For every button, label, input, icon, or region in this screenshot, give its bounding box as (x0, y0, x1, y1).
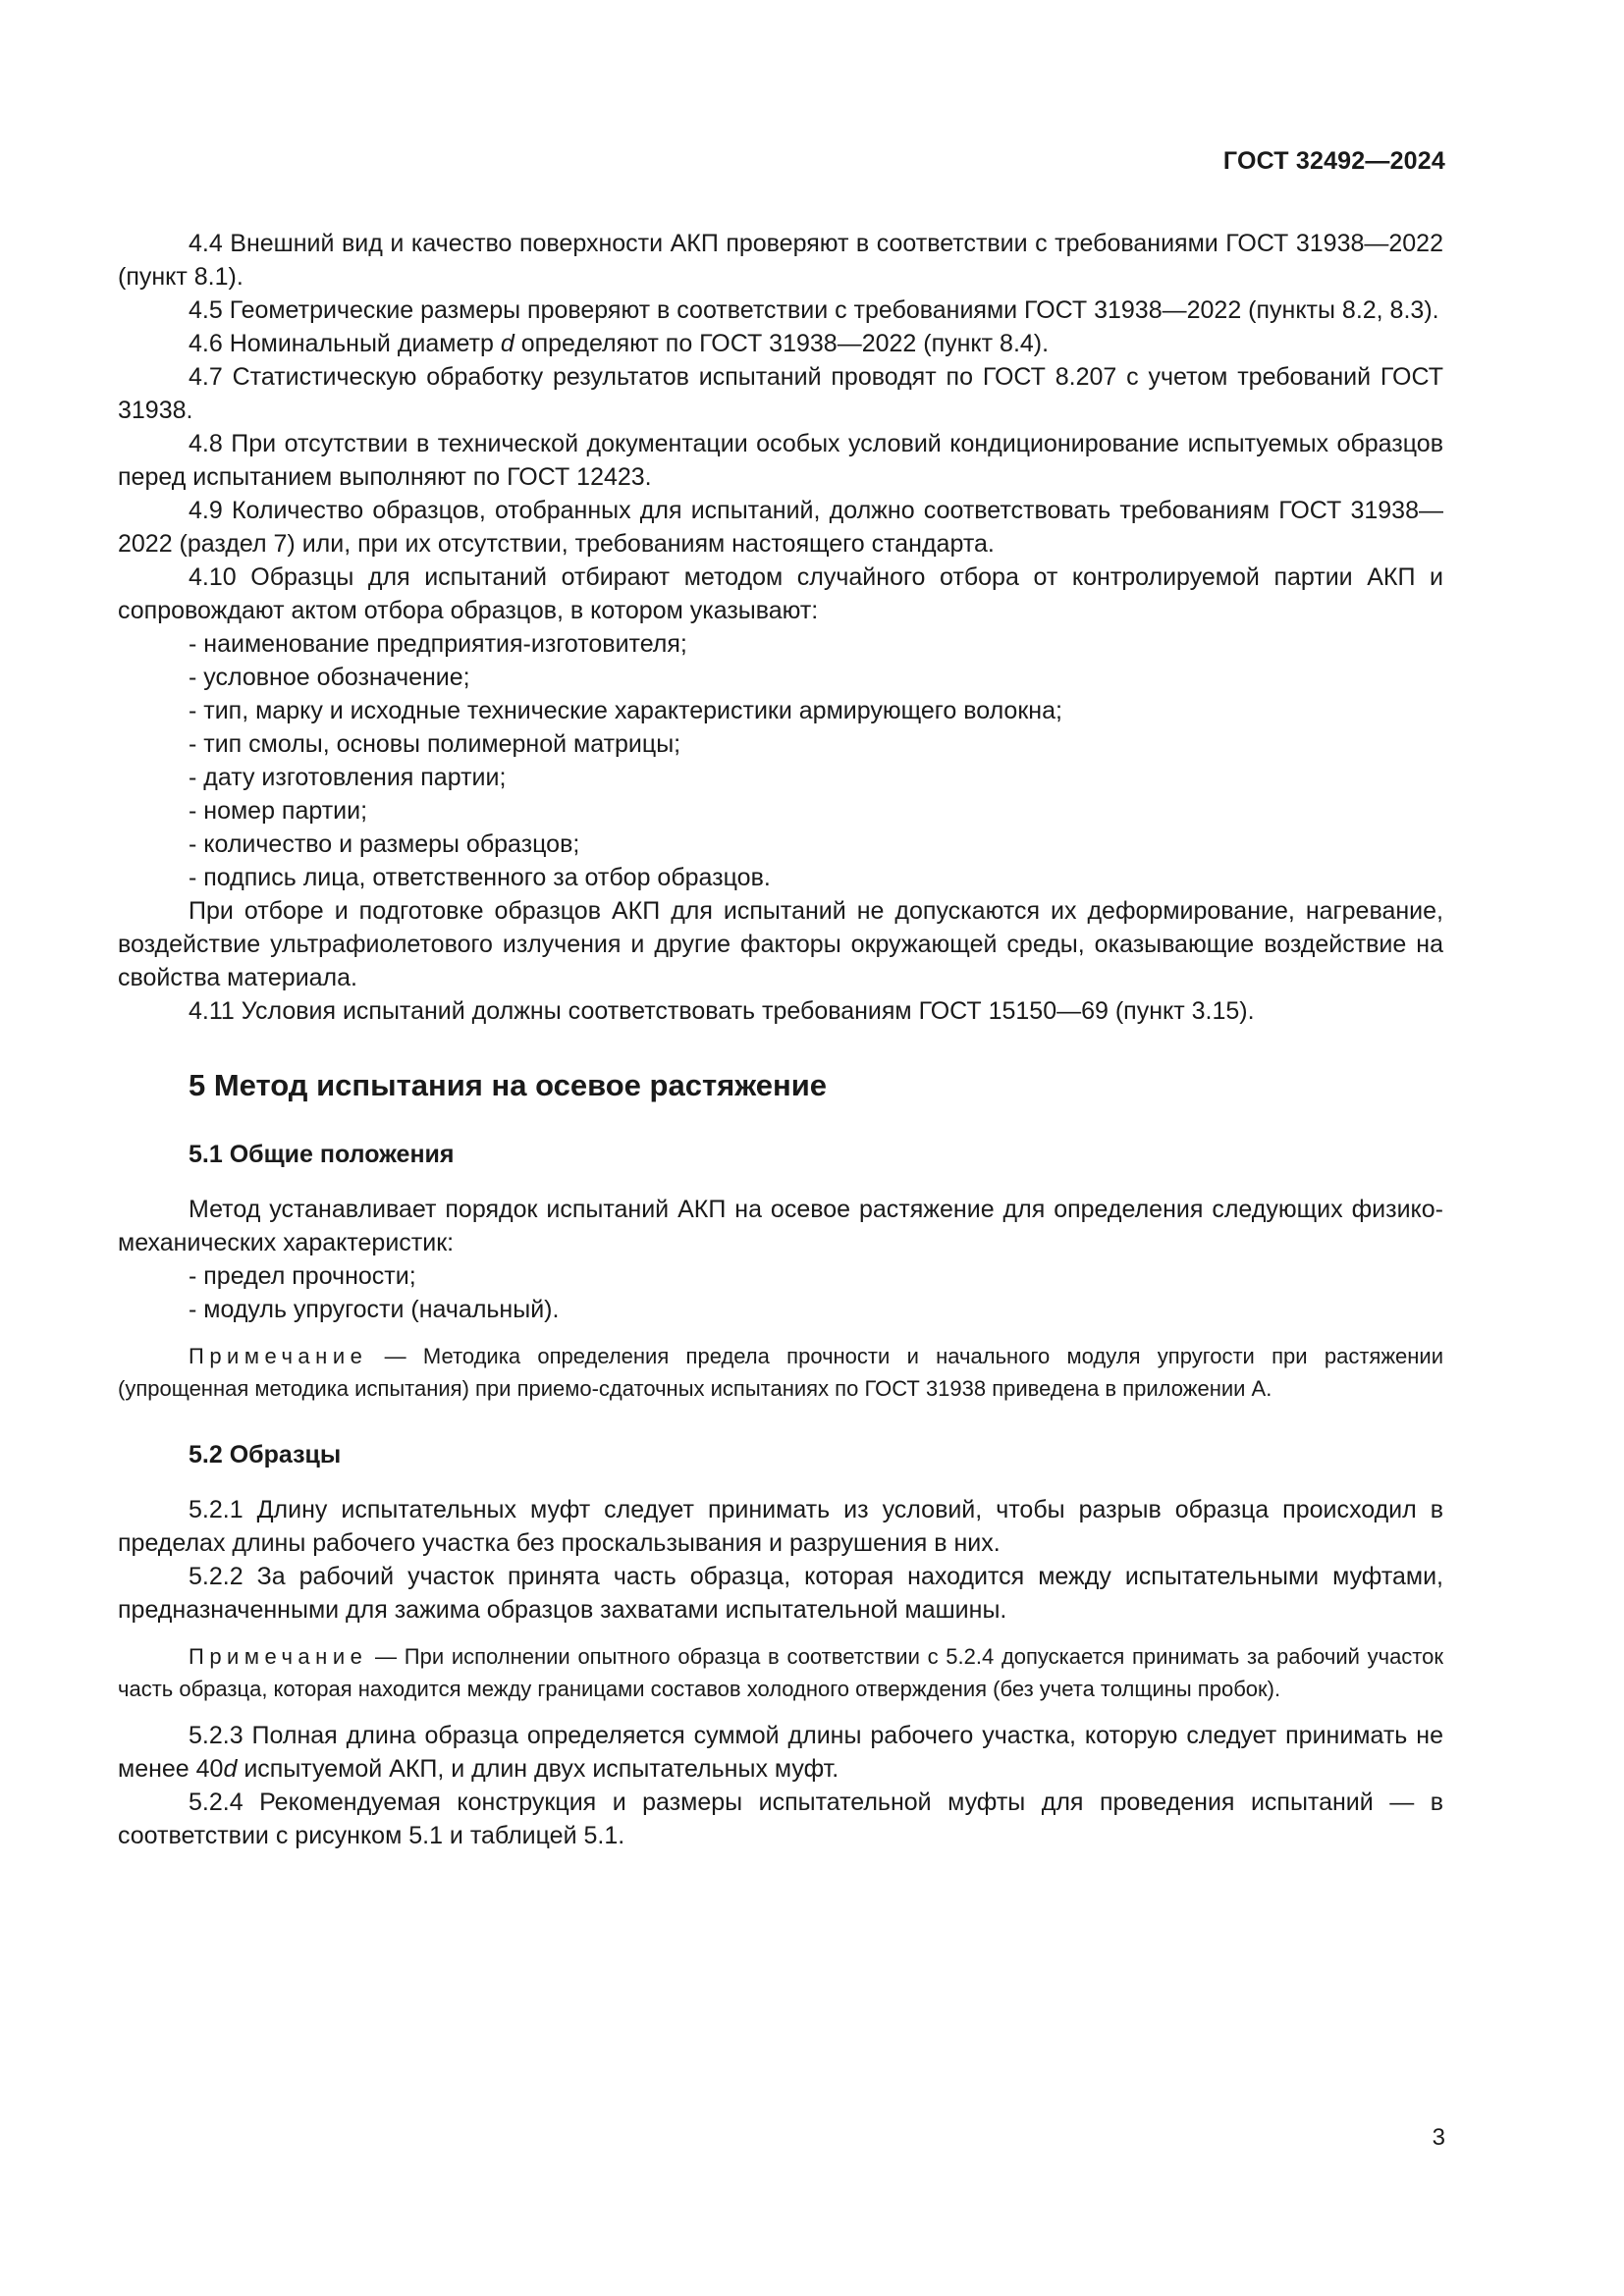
clause-4-4: 4.4 Внешний вид и качество поверхности АКП проверяют в соответствии с требованиями ГОСТ 31938—2022 (пункт 8.1). (118, 230, 1443, 291)
page-content (118, 227, 1443, 1852)
clause-4-7: 4.7 Статистическую обработку результатов испытаний проводят по ГОСТ 8.207 с учетом требований ГОСТ 31938. (118, 363, 1443, 424)
list-item: - номер партии; (189, 797, 368, 825)
page-number: 3 (1432, 2124, 1445, 2151)
list-item: - тип, марку и исходные технические характеристики армирующего волокна; (189, 697, 1062, 724)
clause-4-6-end: определяют по ГОСТ 31938—2022 (пункт 8.4). (514, 330, 1050, 357)
list-item: - количество и размеры образцов; (189, 830, 580, 858)
clause-5-2-2: 5.2.2 За рабочий участок принята часть образца, которая находится между испытательными муфтами, предназначенными для зажима образцов захватами испытательной машины. (118, 1563, 1443, 1624)
note-label: Примечание (189, 1644, 368, 1669)
clause-4-11: 4.11 Условия испытаний должны соответствовать требованиям ГОСТ 15150—69 (пункт 3.15). (189, 997, 1255, 1025)
section-5-heading: 5 Метод испытания на осевое растяжение (189, 1068, 828, 1102)
list-item: - наименование предприятия-изготовителя; (189, 630, 687, 658)
standard-code: ГОСТ 32492—2024 (1222, 147, 1445, 175)
clause-5-2-3 (118, 1719, 1443, 1786)
list-item: - тип смолы, основы полимерной матрицы; (189, 730, 681, 758)
clause-4-5: 4.5 Геометрические размеры проверяют в соответствии с требованиями ГОСТ 31938—2022 (пункты 8.2, 8.3). (189, 296, 1439, 324)
list-item: - условное обозначение; (189, 664, 470, 691)
note-5-1 (118, 1340, 1443, 1405)
clause-5-2-4: 5.2.4 Рекомендуемая конструкция и размеры испытательной муфты для проведения испытаний — в соответствии с рисунком 5.1 и таблицей 5.1. (118, 1789, 1443, 1849)
clause-4-10: 4.10 Образцы для испытаний отбирают методом случайного отбора от контролируемой партии АКП и сопровождают актом отбора образцов, в котором указывают: (118, 563, 1443, 624)
note-text: — Методика определения предела прочности и начального модуля упругости при растяжении (упрощенная методика испытания) при приемо-сдаточных испытаниях по ГОСТ 31938 приведена в приложении А. (118, 1344, 1443, 1401)
list-item: - подпись лица, ответственного за отбор образцов. (189, 864, 771, 891)
clause-5-1-text: Метод устанавливает порядок испытаний АКП на осевое растяжение для определения следующих физико-механических характеристик: (118, 1196, 1443, 1256)
selection-paragraph: При отборе и подготовке образцов АКП для испытаний не допускаются их деформирование, нагревание, воздействие ультрафиолетового излучения и другие факторы окружающей среды, оказывающие воздействие на свойства материала. (118, 897, 1443, 991)
clause-4-8: 4.8 При отсутствии в технической документации особых условий кондиционирование испытуемых образцов перед испытанием выполняют по ГОСТ 12423. (118, 430, 1443, 491)
note-text: — При исполнении опытного образца в соответствии с 5.2.4 допускается принимать за рабочий участок часть образца, которая находится между границами составов холодного отверждения (без учета толщины пробок). (118, 1644, 1443, 1701)
list-item: - дату изготовления партии; (189, 764, 507, 791)
list-item: - предел прочности; (189, 1262, 416, 1290)
list-item: - модуль упругости (начальный). (189, 1296, 560, 1323)
subsection-5-2-heading: 5.2 Образцы (189, 1441, 342, 1468)
clause-5-2-1: 5.2.1 Длину испытательных муфт следует принимать из условий, чтобы разрыв образца происходил в пределах длины рабочего участка без проскальзывания и разрушения в них. (118, 1496, 1443, 1557)
clause-4-6 (118, 327, 1443, 360)
clause-5-2-3-start: 5.2.3 Полная длина образца определяется суммой длины рабочего участка, которую следует принимать не менее 40 (118, 1722, 1443, 1783)
note-5-2 (118, 1640, 1443, 1705)
diameter-symbol: d (500, 330, 514, 357)
clause-5-2-3-end: испытуемой АКП, и длин двух испытательных муфт. (237, 1755, 839, 1783)
subsection-5-1-heading: 5.1 Общие положения (189, 1141, 455, 1168)
clause-4-9: 4.9 Количество образцов, отобранных для испытаний, должно соответствовать требованиям ГОСТ 31938—2022 (раздел 7) или, при их отсутствии, требованиям настоящего стандарта. (118, 497, 1443, 558)
clause-4-6-start: 4.6 Номинальный диаметр (189, 330, 501, 357)
note-label: Примечание (189, 1344, 368, 1368)
diameter-symbol: d (223, 1755, 238, 1783)
